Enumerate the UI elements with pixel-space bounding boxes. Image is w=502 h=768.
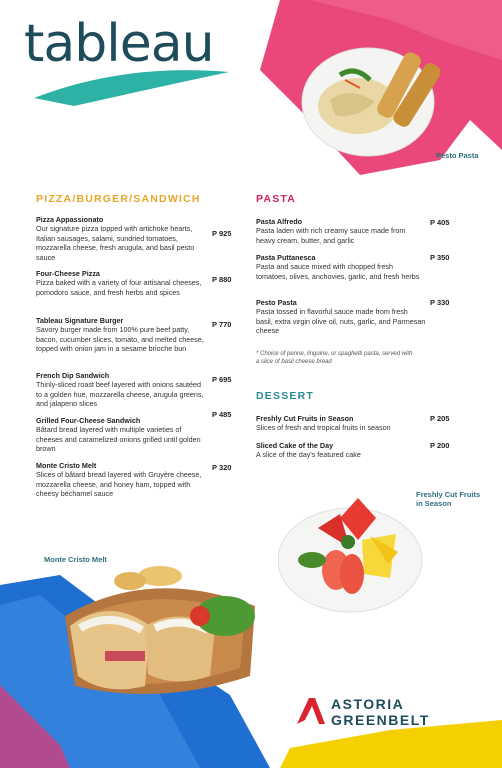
tableau-logo [22,10,222,105]
hotel-name-line2: GREENBELT [331,712,430,728]
item-name: Pesto Pasta [256,298,297,307]
item-name: Pasta Puttanesca [256,253,316,262]
fruit-plate-photo [278,478,428,616]
dessert-section-title: DESSERT [256,390,314,402]
item-description: Bâtard bread layered with multiple varieties of cheeses and caramelized onions grilled until golden brown [36,425,201,454]
item-price: P 330 [430,298,450,307]
item-description: Pasta laden with rich creamy sauce made from heavy cream, butter, and garlic [256,226,406,245]
menu-item [256,298,426,336]
item-price: P 880 [212,275,232,284]
item-description: Pasta and sauce mixed with chopped fresh tomatoes, olives, anchovies, garlic, and fresh herbs [256,262,420,281]
pesto-pasta-photo [300,30,445,160]
item-name: Sliced Cake of the Day [256,441,334,450]
item-name: Pizza Appassionato [36,215,104,224]
item-price: P 200 [430,441,450,450]
logo-wordmark: tableau [24,14,214,74]
menu-item [256,253,426,281]
logo-swoosh-icon [34,68,229,108]
item-name: Monte Cristo Melt [36,461,97,470]
item-price: P 485 [212,410,232,419]
menu-item [256,441,426,460]
pesto-pasta-caption: Pesto Pasta [436,151,479,160]
pizza-section-title: PIZZA/BURGER/SANDWICH [36,193,201,205]
item-name: Tableau Signature Burger [36,316,124,325]
menu-item [256,414,426,433]
item-name: Grilled Four-Cheese Sandwich [36,416,141,425]
item-price: P 695 [212,375,232,384]
astoria-a-icon [295,696,325,726]
item-description: Pizza baked with a variety of four artisanal cheeses, pomodoro sauce, and fresh herbs and spices [36,278,202,297]
item-description: Our signature pizza topped with artichoke hearts, Italian sausages, salami, sundried tomatoes, mozzarella cheese, fresh arugula, and basil pesto sauce [36,224,195,262]
menu-item [256,217,426,245]
item-name: French Dip Sandwich [36,371,110,380]
item-price: P 320 [212,463,232,472]
hotel-name-line1: ASTORIA [331,696,405,712]
pasta-note: * Choice of penne, linguine, or spaghetti pasta, served with a slice of basil cheese bread [256,351,413,365]
monte-cristo-caption: Monte Cristo Melt [44,555,107,564]
astoria-greenbelt-logo [295,692,465,732]
menu-item [36,269,208,297]
item-price: P 205 [430,414,450,423]
item-name: Four-Cheese Pizza [36,269,100,278]
fruits-caption: Freshly Cut Fruits in Season [416,490,481,508]
item-name: Pasta Alfredo [256,217,303,226]
item-description: Pasta tossed in flavorful sauce made from fresh basil, extra virgin olive oil, nuts, garlic, and Parmesan cheese [256,307,426,336]
item-description: A slice of the day's featured cake [256,450,361,460]
item-price: P 925 [212,229,232,238]
monte-cristo-photo [50,556,265,706]
item-description: Savory burger made from 100% pure beef patty, bacon, cucumber slices, tomato, and melted cheese, topped with onion jam in a sesame brioche bun [36,325,204,354]
item-name: Freshly Cut Fruits in Season [256,414,354,423]
item-price: P 405 [430,218,450,227]
menu-item [36,371,208,409]
menu-item [36,316,208,354]
item-price: P 770 [212,320,232,329]
item-description: Thinly-sliced roast beef layered with onions sautéed to a golden hue, mozzarella cheese, arugula greens, and jalapeno slices [36,380,204,409]
item-description: Slices of bâtard bread layered with Gruyère cheese, mozzarella cheese, and honey ham, topped with cheesy béchamel sauce [36,470,202,499]
menu-item [36,215,208,262]
item-description: Slices of fresh and tropical fruits in season [256,423,391,433]
pasta-section-title: PASTA [256,193,297,205]
menu-item [36,416,208,454]
item-price: P 350 [430,253,450,262]
menu-item [36,461,208,499]
